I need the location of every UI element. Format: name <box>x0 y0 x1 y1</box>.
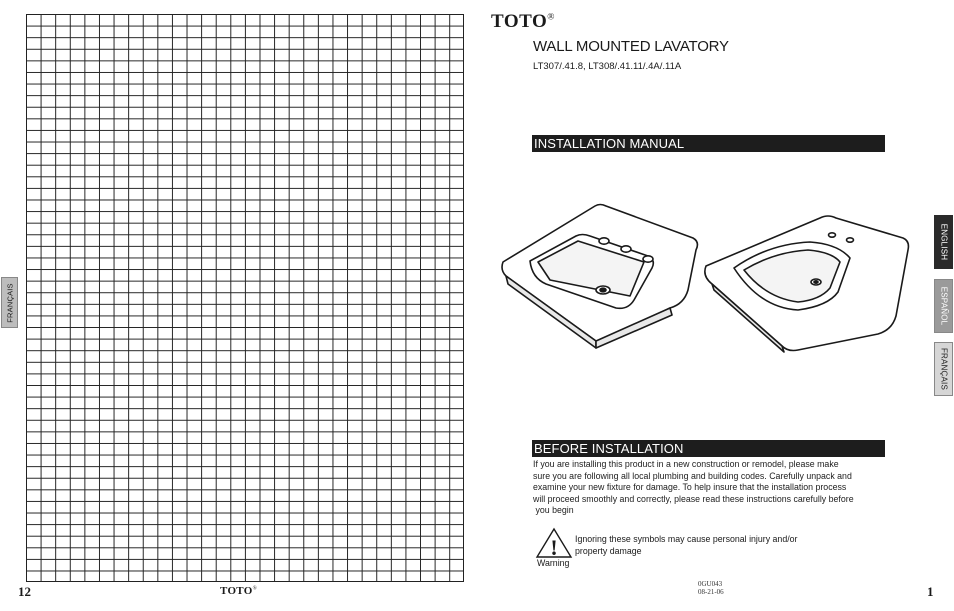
intro-line: will proceed smoothly and correctly, please read these instructions carefully before <box>533 493 854 504</box>
warning-text <box>575 533 845 557</box>
page-title: WALL MOUNTED LAVATORY <box>533 38 729 55</box>
toto-logo: TOTO® <box>491 11 555 32</box>
document-code <box>698 580 724 596</box>
warning-symbol: ! <box>550 535 558 559</box>
tab-english-label: ENGLISH <box>939 223 948 261</box>
model-numbers: LT307/.41.8, LT308/.41.11/.4A/.11A <box>533 61 682 72</box>
lavatory-illustration <box>498 196 913 356</box>
warning-label: Warning <box>537 558 570 568</box>
doc-date: 08-21-06 <box>698 588 724 596</box>
before-installation-heading: BEFORE INSTALLATION <box>532 440 885 457</box>
francais-tab-label: FRANÇAIS <box>5 282 14 323</box>
before-installation-text <box>533 459 895 517</box>
intro-line: examine your new fixture for damage. To help insure that the installation process <box>533 482 847 493</box>
warning-line: Ignoring these symbols may cause personal injury and/or <box>575 534 798 544</box>
tab-francais[interactable] <box>934 342 953 396</box>
tab-francais-label: FRANÇAIS <box>939 347 948 391</box>
francais-tab-left[interactable] <box>1 277 18 328</box>
tab-espanol-label: ESPAÑOL <box>939 286 948 326</box>
warning-line: property damage <box>575 546 642 556</box>
footer-logo: TOTO® <box>220 585 258 597</box>
doc-code: 0GU043 <box>698 580 723 588</box>
warning-triangle-icon <box>535 527 573 559</box>
installation-manual-heading: INSTALLATION MANUAL <box>532 135 885 152</box>
tab-espanol[interactable] <box>934 279 953 333</box>
page-number-right: 1 <box>927 584 934 599</box>
tab-english[interactable] <box>934 215 953 269</box>
intro-line: you begin <box>533 505 574 516</box>
notes-grid <box>26 14 464 582</box>
intro-line: If you are installing this product in a new construction or remodel, please make <box>533 459 839 469</box>
page-number-left: 12 <box>18 584 31 599</box>
intro-line: sure you are following all local plumbing and building codes. Carefully unpack and <box>533 470 852 481</box>
